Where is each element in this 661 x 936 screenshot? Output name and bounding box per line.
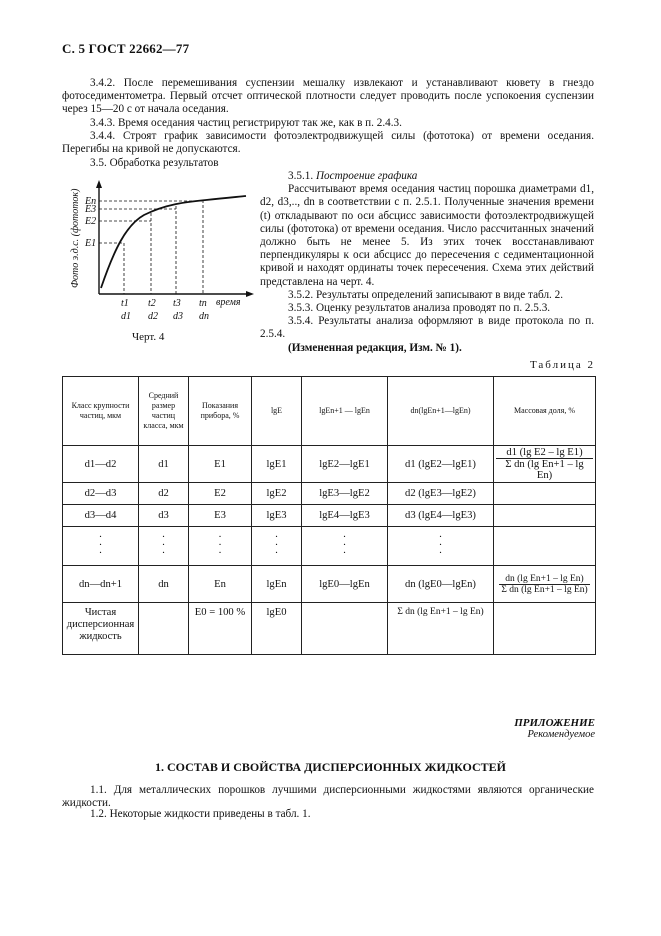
cell: · · · — [139, 527, 189, 566]
label-t2: t2 — [148, 298, 156, 309]
label-t1: t1 — [121, 298, 129, 309]
cell — [302, 603, 388, 655]
cell: d3 (lgE4—lgE3) — [388, 505, 494, 527]
x-axis-label: время — [216, 297, 241, 308]
th-lgE: lgE — [252, 377, 302, 446]
table-row — [63, 566, 596, 603]
frac-den: Σ dn (lg En+1 – lg En) — [505, 459, 584, 481]
frac-den: Σ dn (lg En+1 – lg En) — [501, 584, 588, 595]
cell: En — [189, 566, 252, 603]
cell — [494, 527, 596, 566]
th-d-lg-diff: dn(lgEn+1—lgEn) — [388, 377, 494, 446]
appendix-sub: Рекомендуемое — [527, 729, 595, 740]
paragraph-3-4-3: 3.4.3. Время оседания частиц регистрируют так же, как в п. 2.4.3. — [90, 117, 402, 129]
cell: · · · — [302, 527, 388, 566]
paragraph-3-5-1-heading — [260, 170, 594, 183]
cell: dn — [139, 566, 189, 603]
label-En: En — [85, 196, 97, 207]
paragraph-3-5-3: 3.5.3. Оценку результатов анализа проводят по п. 2.5.3. — [288, 302, 551, 315]
cell — [494, 483, 596, 505]
appendix-p1-2: 1.2. Некоторые жидкости приведены в табл. 1. — [90, 808, 311, 820]
cell: dn (lgE0—lgEn) — [388, 566, 494, 603]
cell: lgE2 — [252, 483, 302, 505]
table-row — [63, 446, 596, 483]
paragraph-3-5-1-text: Рассчитывают время оседания частиц порошка диаметрами d1, d2, d3,.., dn в соответствии с п. 2.5.1. Полученные значения времени (t) откладывают по оси абсцисс зависимости фотоэлектродвижущей силы (фототока) от времени оседания. Число рассчитанных значений должно быть не менее 5. Из этих точек восстанавливают перпендикуляры к оси абсцисс до пересечения с седиментационной кривой и находят ординаты точек пересечения. Схема этих действий представлена на черт. 4. — [260, 183, 594, 288]
table-row — [63, 483, 596, 505]
cell: lgE2—lgE1 — [302, 446, 388, 483]
cell: E1 — [189, 446, 252, 483]
cell: · · · — [189, 527, 252, 566]
th-mean-size: Средний размер частиц класса, мкм — [139, 377, 189, 446]
cell: d2 (lgE3—lgE2) — [388, 483, 494, 505]
label-tn: tn — [199, 298, 207, 309]
cell: · · · — [388, 527, 494, 566]
th-readings: Показания прибора, % — [189, 377, 252, 446]
label-E1: E1 — [85, 238, 97, 249]
cell: lgE0—lgEn — [302, 566, 388, 603]
mass-fraction-formula-1 — [494, 446, 596, 483]
th-class: Класс крупности частиц, мкм — [63, 377, 139, 446]
label-d3: d3 — [173, 311, 183, 322]
cell: d3—d4 — [63, 505, 139, 527]
figure-caption: Черт. 4 — [132, 331, 165, 343]
cell: lgE3 — [252, 505, 302, 527]
label-d1: d1 — [121, 311, 131, 322]
cell: E3 — [189, 505, 252, 527]
cell: lgE3—lgE2 — [302, 483, 388, 505]
cell: Чистая дисперсионная жидкость — [63, 603, 139, 655]
cell: d2 — [139, 483, 189, 505]
table-2 — [62, 376, 596, 655]
appendix-label: ПРИЛОЖЕНИЕ — [514, 717, 595, 729]
cell: dn—dn+1 — [63, 566, 139, 603]
cell: E0 = 100 % — [189, 603, 252, 655]
cell: d1 (lgE2—lgE1) — [388, 446, 494, 483]
dashed-guides — [99, 200, 203, 294]
paragraph-3-5-4: 3.5.4. Результаты анализа оформляют в виде протокола по п. 2.5.4. — [260, 315, 594, 341]
page-header: С. 5 ГОСТ 22662—77 — [62, 41, 190, 56]
cell: · · · — [252, 527, 302, 566]
table-row-pure-liquid — [63, 603, 596, 655]
paragraph-3-5-2: 3.5.2. Результаты определений записывают в виде табл. 2. — [288, 288, 564, 301]
p351-head: 3.5.1. — [288, 170, 316, 182]
p351-title: Построение графика — [315, 170, 418, 182]
frac-num: d1 (lg E2 – lg E1) — [496, 447, 593, 459]
label-E2: E2 — [85, 216, 97, 227]
label-dn: dn — [199, 311, 209, 322]
sedimentation-curve — [101, 196, 246, 288]
cell: lgE4—lgE3 — [302, 505, 388, 527]
th-lg-diff: lgEn+1 — lgEn — [302, 377, 388, 446]
cell: Σ dn (lg En+1 – lg En) — [388, 603, 494, 655]
appendix-title: 1. СОСТАВ И СВОЙСТВА ДИСПЕРСИОННЫХ ЖИДКОСТЕЙ — [154, 760, 506, 774]
cell: d3 — [139, 505, 189, 527]
cell: lgE0 — [252, 603, 302, 655]
figure-4-graph — [66, 180, 256, 340]
appendix-p1-1: 1.1. Для металлических порошков лучшими дисперсионными жидкостями являются органические жидкости. — [62, 784, 594, 810]
cell — [494, 603, 596, 655]
paragraph-3-5: 3.5. Обработка результатов — [90, 157, 219, 169]
cell: d1—d2 — [63, 446, 139, 483]
paragraph-3-4-4: 3.4.4. Строят график зависимости фотоэлектродвижущей силы (фототока) от времени оседания. Перегибы на кривой не допускаются. — [62, 130, 594, 156]
cell: lgEn — [252, 566, 302, 603]
y-axis-arrow-icon — [96, 180, 102, 188]
paragraph-3-4-2: 3.4.2. После перемешивания суспензии мешалку извлекают и устанавливают кювету в гнездо фотоседиментометра. Первый отсчет оптической плотности следует проводить после успокоения суспензии через 15—20 с от начала оседания. — [62, 77, 594, 116]
table-label: Таблица 2 — [529, 359, 595, 371]
table-row — [63, 505, 596, 527]
amendment-note: (Измененная редакция, Изм. № 1). — [288, 341, 462, 354]
frac-num: dn (lg En+1 – lg En) — [499, 574, 589, 585]
cell — [139, 603, 189, 655]
x-axis-arrow-icon — [246, 291, 254, 297]
label-E3: E3 — [85, 204, 97, 215]
cell: · · · — [63, 527, 139, 566]
th-mass-fraction: Массовая доля, % — [494, 377, 596, 446]
cell: E2 — [189, 483, 252, 505]
label-t3: t3 — [173, 298, 181, 309]
cell: lgE1 — [252, 446, 302, 483]
label-d2: d2 — [148, 311, 158, 322]
cell: d2—d3 — [63, 483, 139, 505]
y-axis-label: Фото э.д.с. (фототок) — [70, 188, 81, 288]
cell: d1 — [139, 446, 189, 483]
table-row-ellipsis — [63, 527, 596, 566]
cell — [494, 505, 596, 527]
mass-fraction-formula-n — [494, 566, 596, 603]
